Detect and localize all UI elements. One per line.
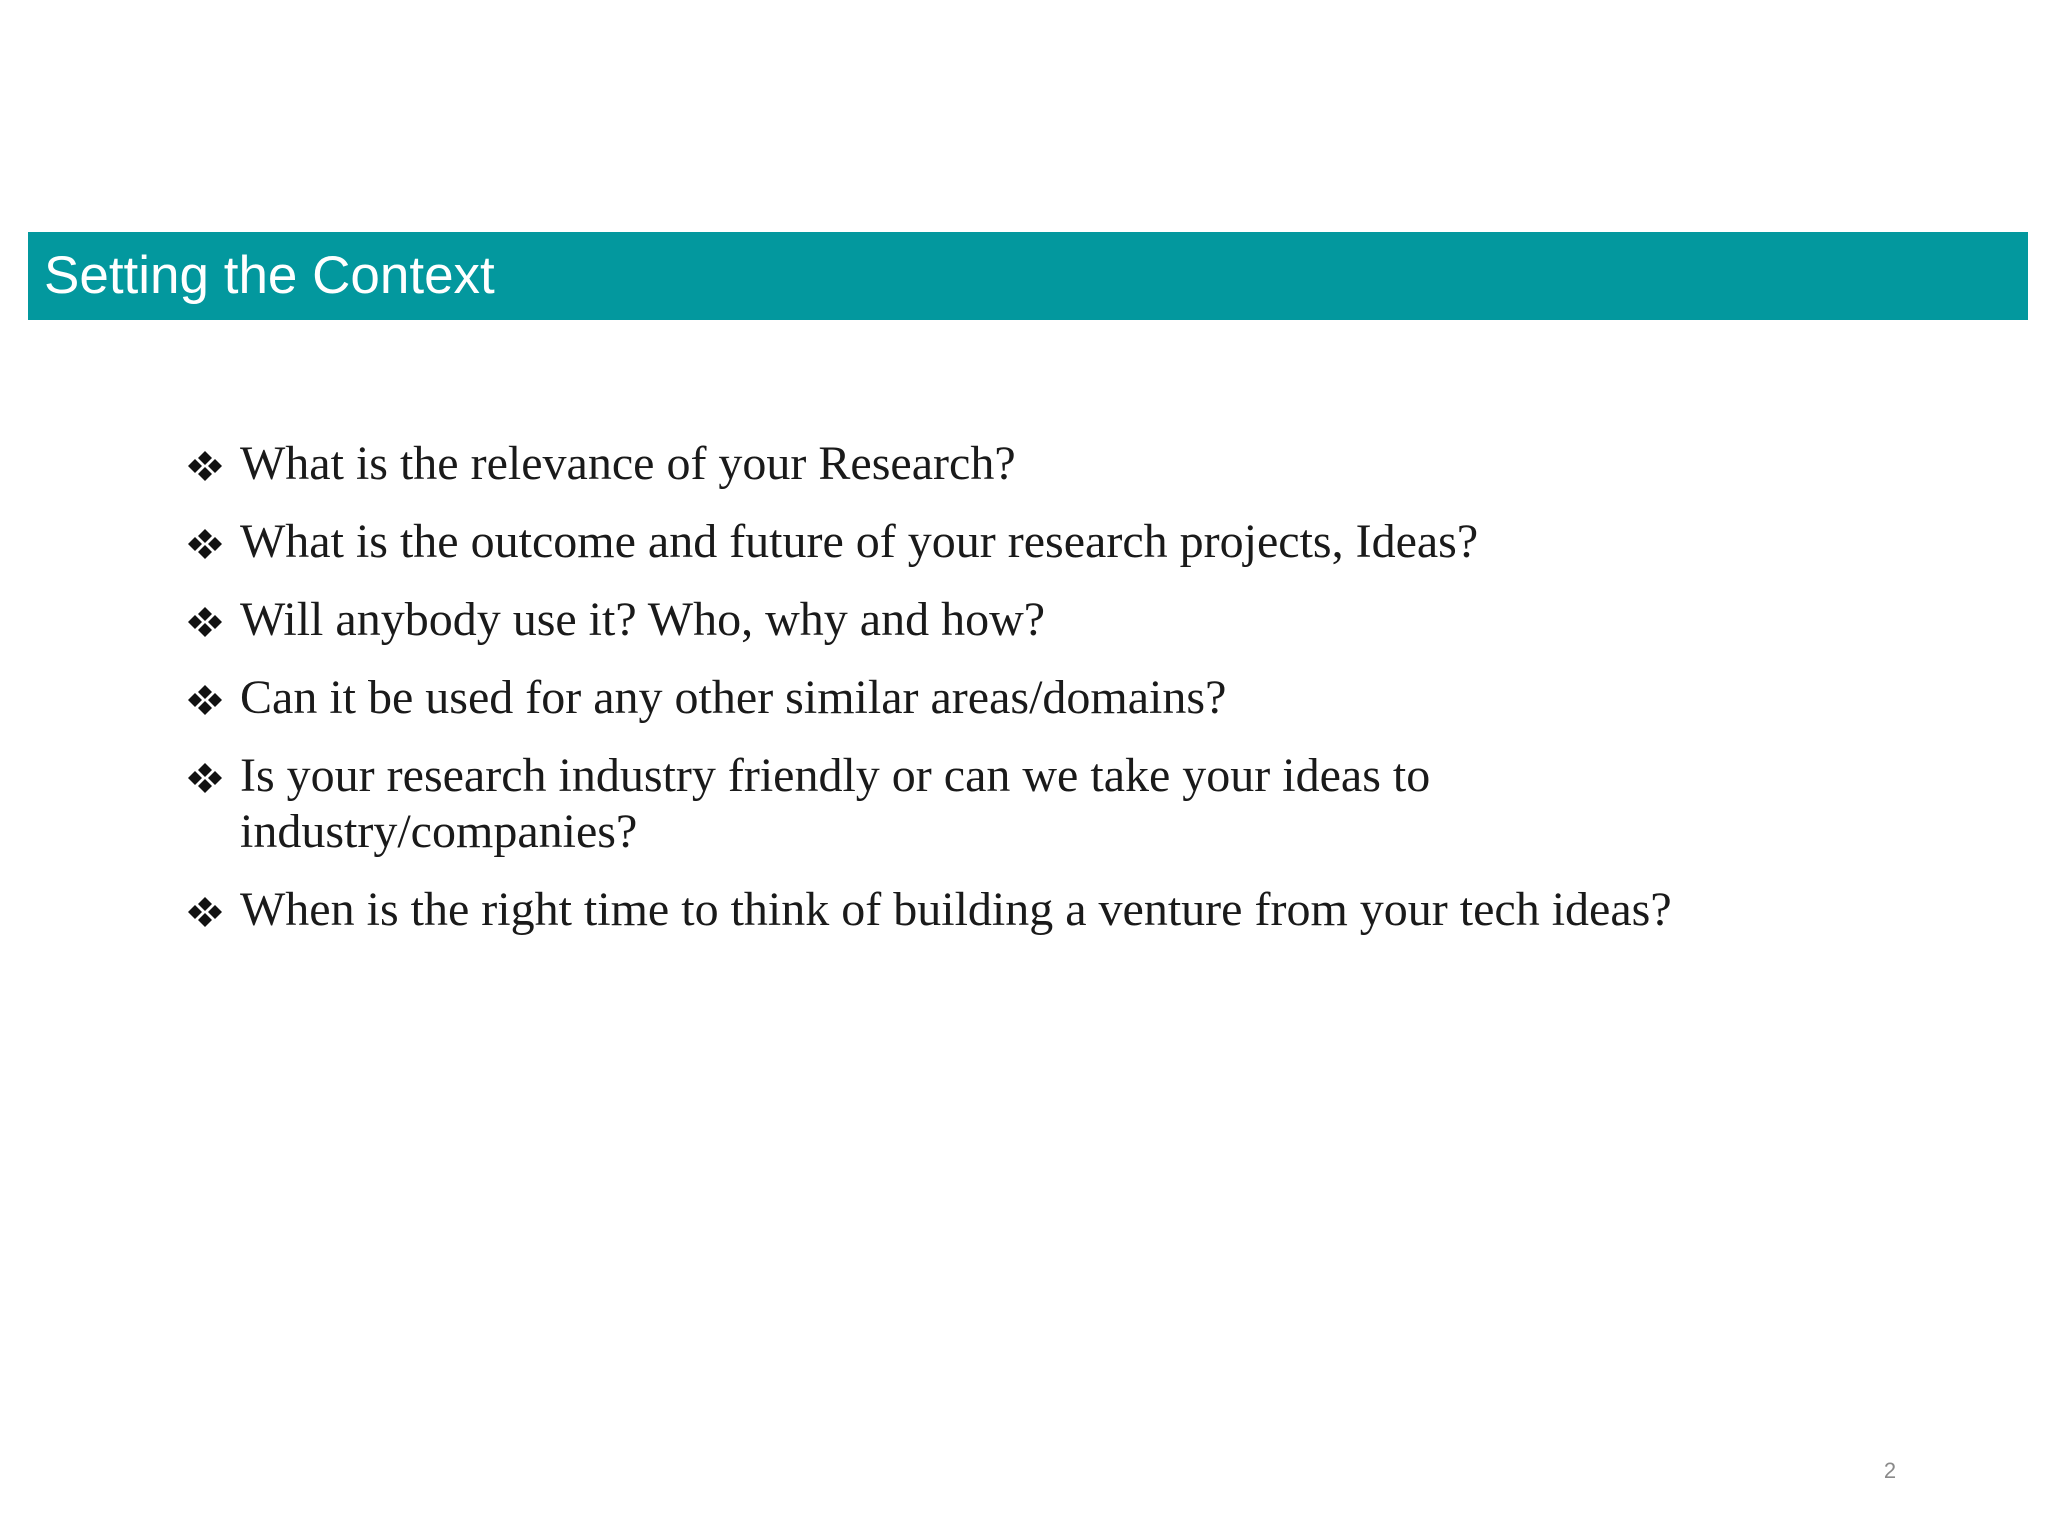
four-diamond-bullet-icon	[187, 528, 223, 560]
bullet-item	[187, 748, 1520, 860]
bullet-text: What is the outcome and future of your research projects, Ideas?	[240, 515, 1479, 568]
page-number: 2	[1883, 1458, 1897, 1483]
bullet-item	[187, 592, 1807, 648]
bullet-item	[187, 882, 1807, 938]
bullet-text: When is the right time to think of building a venture from your tech ideas?	[240, 883, 1672, 936]
four-diamond-bullet-icon	[187, 606, 223, 638]
four-diamond-bullet-icon	[187, 762, 223, 794]
slide-title: Setting the Context	[44, 246, 495, 305]
four-diamond-bullet-icon	[187, 684, 223, 716]
bullet-item	[187, 514, 1807, 570]
bullet-text: Is your research industry friendly or can we take your ideas to industry/companies?	[240, 749, 1431, 858]
bullet-item	[187, 670, 1807, 726]
four-diamond-bullet-icon	[187, 896, 223, 928]
four-diamond-bullet-icon	[187, 450, 223, 482]
bullet-text: What is the relevance of your Research?	[240, 437, 1016, 490]
bullet-text: Can it be used for any other similar areas/domains?	[240, 671, 1227, 724]
bullet-text: Will anybody use it? Who, why and how?	[240, 593, 1046, 646]
bullet-list	[187, 436, 1807, 960]
bullet-item	[187, 436, 1807, 492]
slide-title-bar	[28, 232, 2028, 320]
